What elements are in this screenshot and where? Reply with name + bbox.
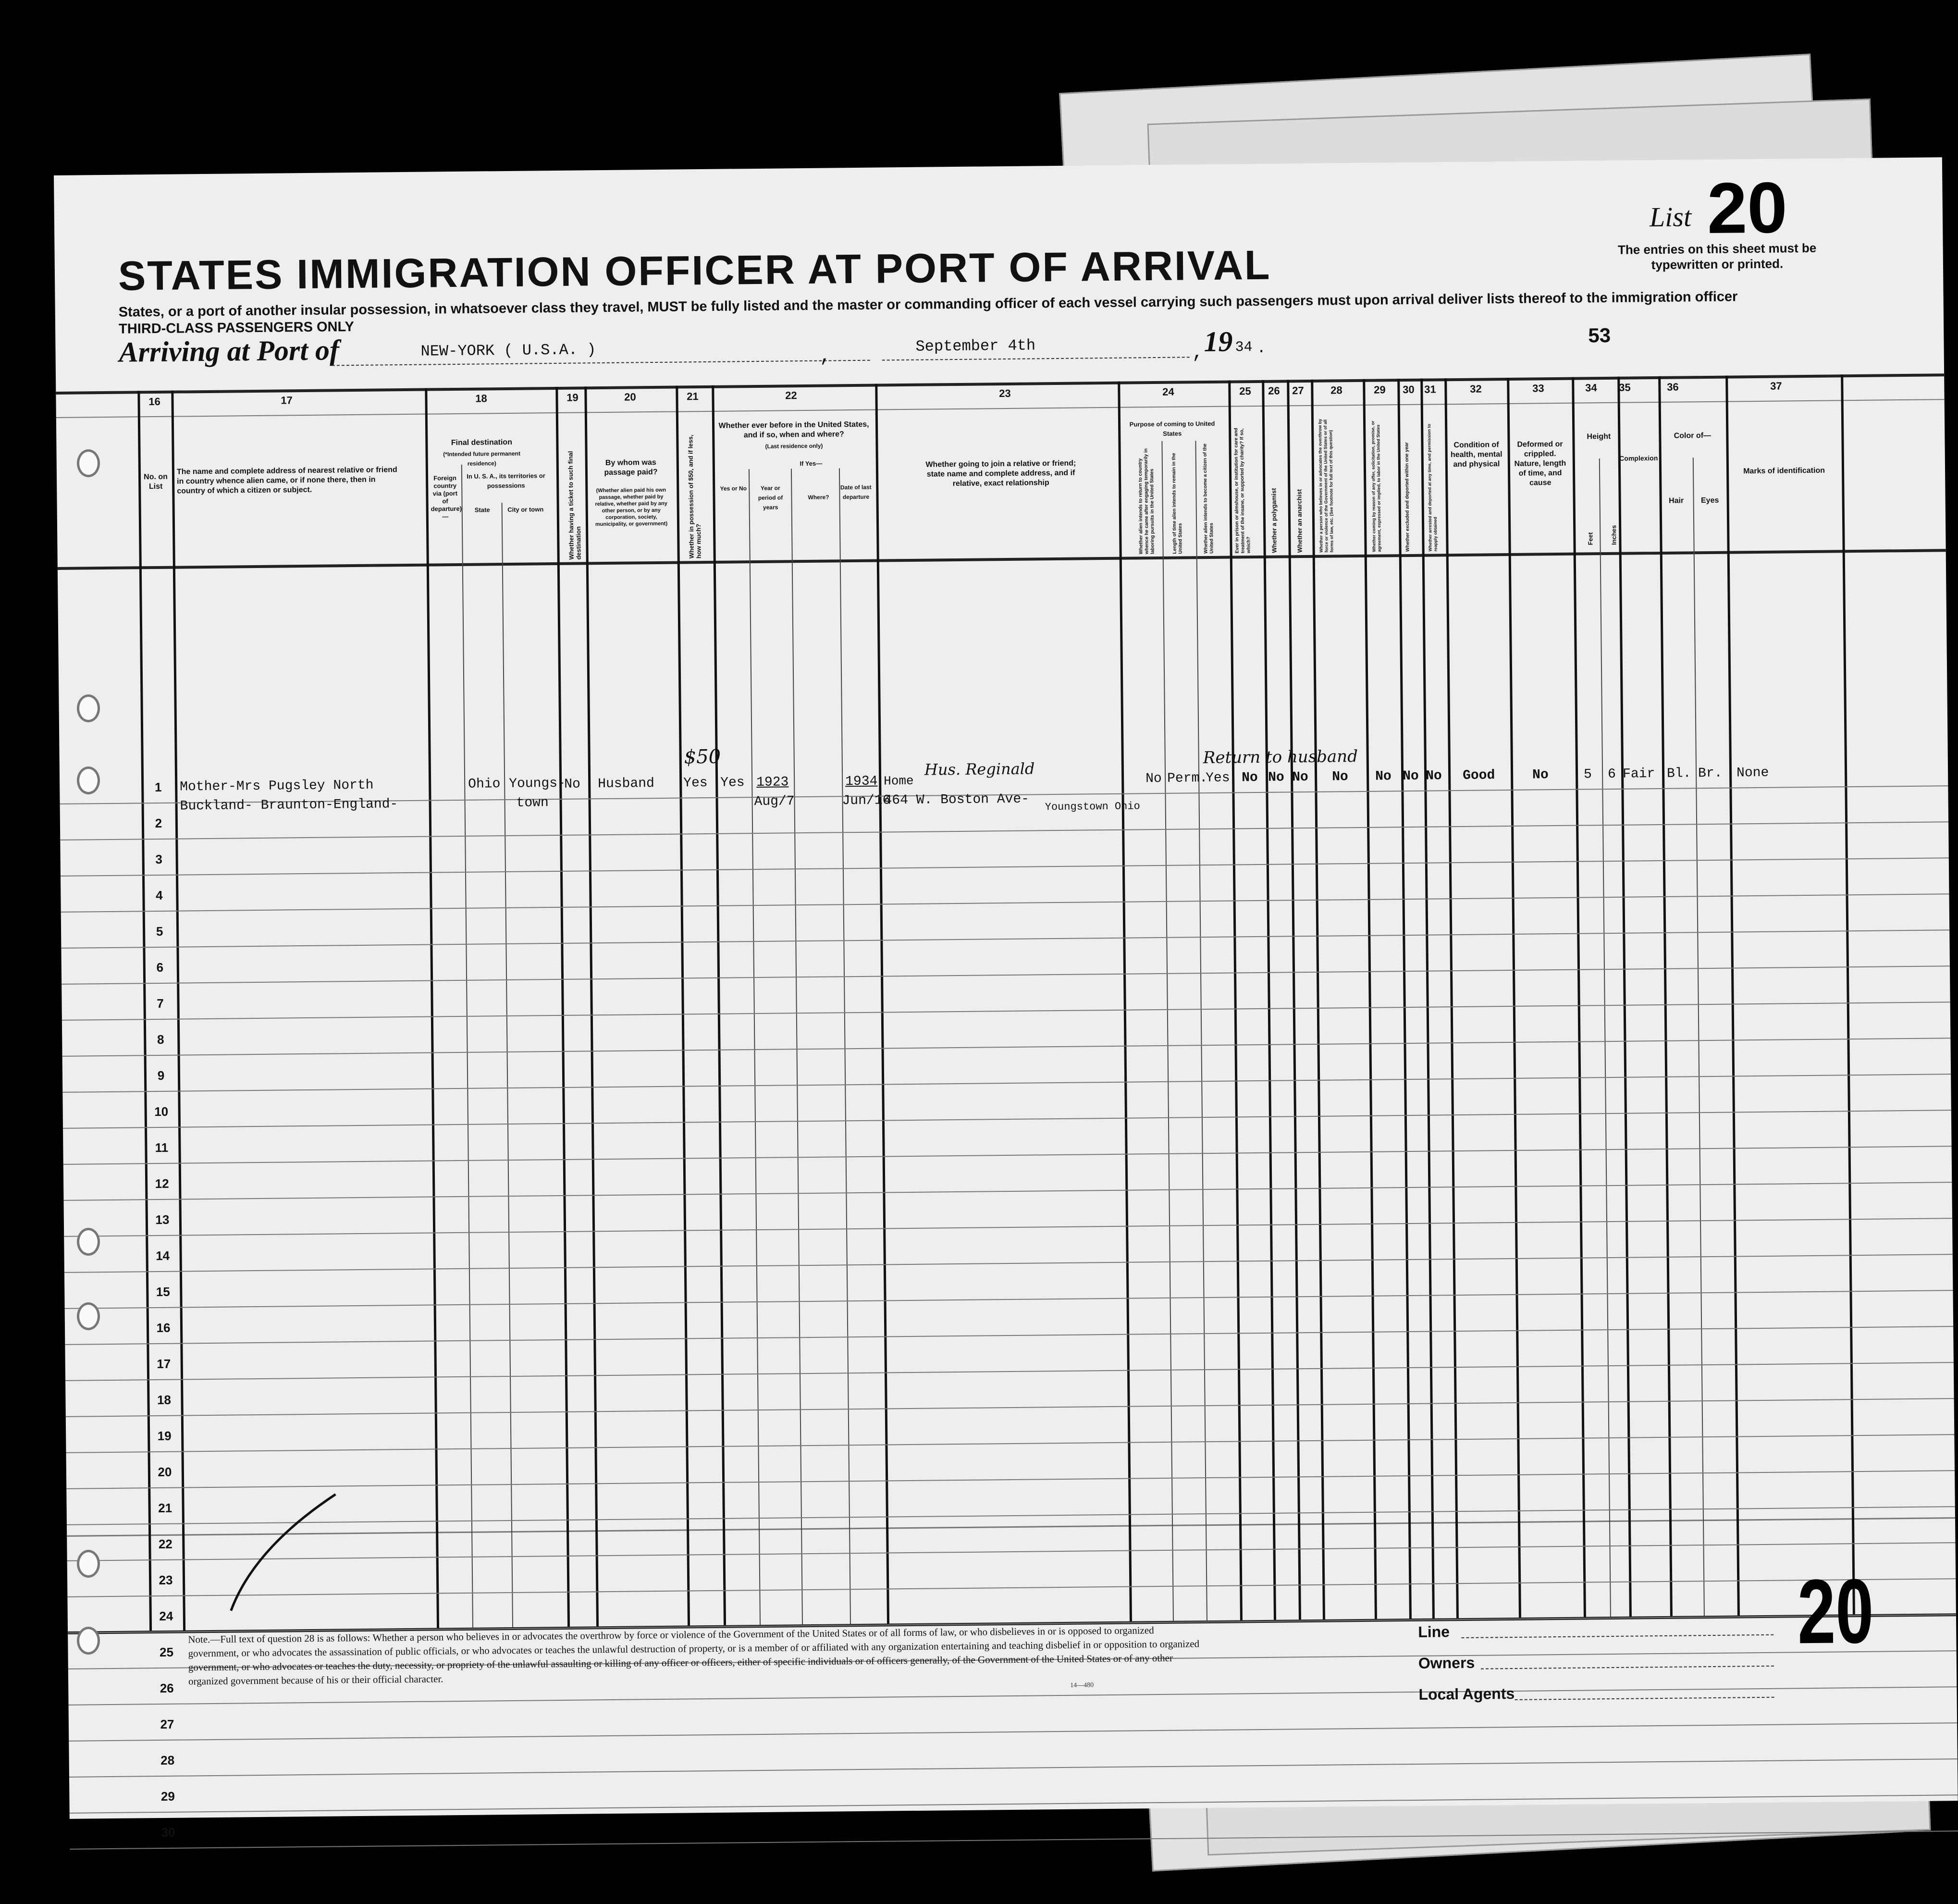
labor-offer-value: No xyxy=(1375,769,1392,784)
row-rule xyxy=(63,1182,1952,1201)
header-ever-before-sub: (Last residence only) xyxy=(765,442,823,450)
join-line-1: Home xyxy=(884,773,914,789)
hair-value: Bl. xyxy=(1666,766,1691,781)
header-date-last-departure: Date of last departure xyxy=(840,483,872,501)
row-number: 18 xyxy=(157,1392,172,1408)
row-number: 12 xyxy=(155,1176,169,1191)
grid-column xyxy=(1420,379,1435,1619)
relative-line-2: Buckland- Braunton-England- xyxy=(180,797,398,814)
grid-column xyxy=(461,465,473,1628)
column-number: 18 xyxy=(475,392,487,405)
column-number: 29 xyxy=(1374,383,1386,396)
header-labor-offer: Whether coming by reason of any offer, solicitation, promise, or agreement, expressed or implied, to labor in the United States xyxy=(1370,420,1382,552)
grid-column xyxy=(749,469,761,1625)
row-rule xyxy=(69,1686,1957,1706)
grid-column xyxy=(1287,380,1301,1620)
header-year-period: Year or period of years xyxy=(758,484,783,511)
handwritten-purpose: Return to husband xyxy=(1203,747,1358,768)
column-number: 25 xyxy=(1239,385,1251,397)
date-underline xyxy=(882,357,1190,360)
grid-column xyxy=(1363,379,1377,1619)
row-rule xyxy=(69,1722,1957,1742)
destination-city-2: town xyxy=(516,795,549,811)
page-number: 53 xyxy=(1588,323,1611,347)
row-rule xyxy=(62,1074,1951,1093)
header-become-citizen: Whether alien intends to become a citizen of the United States xyxy=(1202,444,1215,554)
deported-value: No xyxy=(1425,768,1442,784)
owners-underline xyxy=(1481,1666,1774,1669)
binder-hole xyxy=(77,1228,100,1256)
owners-label: Owners xyxy=(1418,1654,1475,1672)
row-number: 22 xyxy=(158,1536,172,1552)
destination-city-1: Youngs- xyxy=(509,776,566,791)
row-number: 10 xyxy=(154,1104,169,1119)
grid-column xyxy=(791,469,803,1624)
grid-rule xyxy=(58,549,1946,570)
row-rule xyxy=(67,1578,1956,1597)
header-state: State xyxy=(474,506,490,514)
row-rule xyxy=(67,1542,1956,1561)
row-rule xyxy=(62,965,1950,985)
row-number: 29 xyxy=(160,1789,175,1804)
year-period: . xyxy=(1256,339,1266,357)
row-number: 13 xyxy=(155,1212,170,1227)
grid-column xyxy=(1599,458,1611,1617)
row-rule xyxy=(66,1470,1955,1489)
header-foreign-country: Foreign country via (port of departure)— xyxy=(431,474,462,520)
list-number: 20 xyxy=(1707,167,1788,248)
line-underline xyxy=(1461,1634,1773,1638)
row-number: 17 xyxy=(157,1356,171,1372)
header-anarchist: Whether an anarchist xyxy=(1295,489,1304,553)
column-number: 30 xyxy=(1403,383,1415,396)
grid-column xyxy=(676,386,690,1626)
grid-column xyxy=(1841,374,1855,1614)
row-number: 1 xyxy=(154,779,162,795)
row-number: 8 xyxy=(157,1032,164,1047)
intends-return-value: No xyxy=(1145,771,1162,787)
grid-column xyxy=(1507,378,1521,1618)
grid-rule xyxy=(56,399,1945,418)
grid-column xyxy=(1444,378,1459,1618)
header-final-destination: Final destination xyxy=(451,438,513,447)
header-ticket: Whether having a ticket to such final destination xyxy=(566,451,582,560)
column-number: 35 xyxy=(1619,381,1631,394)
local-agents-label: Local Agents xyxy=(1418,1684,1515,1703)
grid xyxy=(54,157,1942,175)
years-line-1: 1923 xyxy=(756,775,789,791)
form-title: STATES IMMIGRATION OFFICER AT PORT OF ARRIVAL xyxy=(118,242,1271,299)
row-rule xyxy=(64,1218,1952,1237)
row-number: 19 xyxy=(157,1428,172,1444)
binder-hole xyxy=(77,767,100,794)
destination-state: Ohio xyxy=(468,777,501,792)
grid-column xyxy=(584,386,599,1626)
handwritten-husband: Hus. Reginald xyxy=(924,759,1035,779)
row-number: 5 xyxy=(156,924,163,939)
handwritten-50: $50 xyxy=(684,745,721,768)
column-number: 33 xyxy=(1532,382,1544,395)
column-number: 36 xyxy=(1667,381,1679,393)
header-possession-50: Whether in possession of $50, and if less, how much? xyxy=(687,434,702,559)
row-rule xyxy=(64,1254,1953,1273)
header-where: Where? xyxy=(808,494,829,501)
column-number: 17 xyxy=(281,394,293,407)
header-excluded: Whether excluded and deported within one year xyxy=(1404,442,1411,552)
grid-column xyxy=(1725,376,1740,1616)
last-departure-line-1: 1934 xyxy=(845,774,878,790)
grid-column xyxy=(1658,376,1673,1616)
row-rule xyxy=(63,1110,1951,1129)
arriving-label: Arriving at Port of xyxy=(119,334,340,368)
row-number: 28 xyxy=(160,1753,175,1768)
header-if-yes: If Yes— xyxy=(800,459,823,468)
grid-column xyxy=(1118,382,1132,1621)
been-before-value: Yes xyxy=(720,775,745,791)
row-number: 23 xyxy=(159,1572,173,1588)
column-number: 34 xyxy=(1585,382,1597,394)
header-ever-before: Whether ever before in the United States, and if so, when and where? xyxy=(718,420,869,440)
header-prison: Ever in prison or almshouse, or institution for care and treatment of the insane, or supported by charity? If so, which? xyxy=(1233,428,1252,554)
port-underline xyxy=(332,360,870,366)
header-eyes: Eyes xyxy=(1700,496,1719,505)
grid-column xyxy=(1311,380,1325,1620)
line-label: Line xyxy=(1418,1623,1450,1641)
row-number: 6 xyxy=(156,960,164,975)
row-rule xyxy=(62,1038,1951,1057)
row-number: 14 xyxy=(155,1248,170,1263)
grid-rule xyxy=(67,1517,1955,1537)
column-number: 19 xyxy=(566,391,579,404)
passage-paid-value: Husband xyxy=(598,776,654,792)
height-inches-value: 6 xyxy=(1607,767,1616,782)
grid-column xyxy=(1228,381,1243,1620)
manifest-sheet xyxy=(54,157,1958,1840)
relative-line-1: Mother-Mrs Pugsley North xyxy=(180,778,374,795)
comma: , xyxy=(1192,342,1204,364)
header-purpose: Purpose of coming to United States xyxy=(1129,420,1215,437)
row-number: 2 xyxy=(155,816,162,831)
column-number: 23 xyxy=(999,387,1011,400)
header-color-of: Color of— xyxy=(1674,431,1712,440)
pen-stroke xyxy=(225,1489,341,1615)
row-rule xyxy=(60,821,1948,841)
row-number: 9 xyxy=(157,1068,165,1083)
row-number: 16 xyxy=(156,1320,171,1335)
row-rule xyxy=(69,1758,1958,1778)
year-prefix: 19 xyxy=(1204,325,1233,358)
last-departure-line-2: Jun/16 xyxy=(842,793,891,809)
grid-column xyxy=(502,503,513,1627)
row-number: 20 xyxy=(158,1464,172,1480)
column-number: 37 xyxy=(1770,380,1782,392)
row-rule xyxy=(65,1362,1954,1381)
grid-column xyxy=(1195,441,1207,1620)
row-number: 7 xyxy=(157,996,164,1011)
row-rule xyxy=(66,1398,1954,1417)
binder-hole xyxy=(77,694,100,722)
comma: , xyxy=(819,346,831,368)
header-yes-no: Yes or No xyxy=(720,485,747,492)
row-number: 25 xyxy=(159,1644,174,1660)
grid-column xyxy=(1572,377,1586,1617)
header-length-stay: Length of time alien intends to remain in the United States xyxy=(1171,453,1183,554)
binder-hole xyxy=(77,1550,100,1578)
grid-column xyxy=(875,384,889,1624)
header-health: Condition of health, mental and physical xyxy=(1450,441,1502,469)
row-rule xyxy=(63,1146,1952,1165)
header-no-on-list: No. on List xyxy=(144,472,168,491)
grid-column xyxy=(555,387,570,1627)
header-hair: Hair xyxy=(1669,496,1684,505)
row-rule xyxy=(61,929,1949,949)
binder-hole xyxy=(77,1302,100,1330)
binder-hole xyxy=(77,449,100,477)
column-number: 16 xyxy=(148,395,160,408)
footnote-question-28: Note.—Full text of question 28 is as follows: Whether a person who believes in or advocates the overthrow by force or violence of the Government of the United States or of all forms of law, or who disbelieves in or is opposed to organized government, or who advocates the assassination of public officials, or who advocates or teaches the unlawful destruction of property, or is a member of or affiliated with any organization entertaining and teaching disbelief in or opposition to organized government, or who advocates or teaches the duty, necessity, or propriety of the unlawful assaulting or killing of any officer or officers, either of specific individuals or of officers generally, of the Government of the United States or of any other organized government because of his or their official character. xyxy=(188,1624,1200,1687)
row-rule xyxy=(61,857,1949,877)
grid-column xyxy=(425,388,439,1628)
row-rule xyxy=(62,1001,1950,1021)
column-number: 24 xyxy=(1162,385,1174,398)
header-feet: Feet xyxy=(1587,532,1594,545)
height-feet-value: 5 xyxy=(1583,767,1592,782)
join-line-3: Youngstown Ohio xyxy=(1045,800,1140,814)
row-rule xyxy=(61,893,1949,913)
health-value: Good xyxy=(1462,768,1495,783)
list-label: List xyxy=(1649,201,1692,233)
anarchist-value: No xyxy=(1292,769,1308,785)
entries-note: The entries on this sheet must be typewritten or printed. xyxy=(1617,240,1817,272)
row-number: 11 xyxy=(155,1140,169,1155)
header-complexion: Complexion xyxy=(1619,454,1658,462)
row-number: 3 xyxy=(155,852,163,867)
header-final-destination-sub: (*Intended future permanent residence) xyxy=(443,450,521,467)
become-citizen-value: Yes xyxy=(1206,770,1230,786)
possession-50-value: Yes xyxy=(683,775,708,791)
form-number: 14—480 xyxy=(1070,1681,1094,1689)
prison-value: No xyxy=(1242,770,1258,786)
row-rule xyxy=(65,1290,1953,1309)
row-number: 26 xyxy=(160,1681,174,1696)
header-intends-return: Whether alien intends to return to country whence he came after engaging temporarily in laboring pursuits in the United States xyxy=(1137,448,1156,555)
column-number: 32 xyxy=(1470,383,1482,395)
column-number: 28 xyxy=(1330,384,1342,396)
grid-column xyxy=(1161,441,1174,1621)
complexion-value: Fair xyxy=(1622,767,1655,782)
column-number: 26 xyxy=(1268,384,1280,397)
passenger-class: THIRD-CLASS PASSENGERS ONLY xyxy=(118,319,355,337)
port-value: NEW-YORK ( U.S.A. ) xyxy=(420,341,596,360)
header-passage-paid: By whom was passage paid? xyxy=(604,458,658,477)
row-rule xyxy=(66,1434,1955,1453)
eyes-value: Br. xyxy=(1698,766,1723,781)
polygamist-value: No xyxy=(1268,770,1284,785)
column-number: 22 xyxy=(785,389,797,402)
row-rules xyxy=(54,157,1942,175)
deformed-value: No xyxy=(1532,767,1549,783)
row-number: 30 xyxy=(161,1825,175,1840)
header-join-relative: Whether going to join a relative or friend; state name and complete address, and if relative, exact relationship xyxy=(925,459,1076,488)
header-nearest-relative: The name and complete address of nearest relative or friend in country whence alien came, or if none there, then in country of which a citizen or subject. xyxy=(176,466,397,495)
row-number: 27 xyxy=(160,1717,174,1732)
column-number: 21 xyxy=(687,390,699,403)
header-deformed: Deformed or crippled. Nature, length of time, and cause xyxy=(1514,440,1566,487)
binder-hole xyxy=(77,1627,100,1655)
row-number: 24 xyxy=(159,1608,173,1624)
header-polygamist: Whether a polygamist xyxy=(1270,488,1278,553)
agents-underline xyxy=(1515,1697,1774,1700)
years-line-2: Aug/7 xyxy=(754,794,795,810)
ticket-value: No xyxy=(564,777,580,792)
grid-column xyxy=(839,468,851,1624)
grid-column xyxy=(712,385,726,1625)
row-number: 4 xyxy=(156,888,163,903)
date-value: September 4th xyxy=(915,336,1036,356)
column-number: 20 xyxy=(624,391,636,403)
header-in-usa: In U. S. A., its territories or possessions xyxy=(467,472,545,490)
column-number: 31 xyxy=(1424,383,1436,396)
question-28-value: No xyxy=(1331,769,1348,785)
excluded-value: No xyxy=(1402,768,1419,784)
marks-value: None xyxy=(1736,765,1769,781)
column-number: 27 xyxy=(1292,384,1304,397)
grid-column xyxy=(1617,377,1632,1617)
header-inches: Inches xyxy=(1610,525,1618,545)
length-stay-value: Perm. xyxy=(1167,771,1208,786)
grid-column xyxy=(1397,379,1412,1619)
header-city: City or town xyxy=(507,506,544,513)
header-marks: Marks of identification xyxy=(1743,466,1825,476)
grid-column xyxy=(1262,380,1276,1620)
row-number: 21 xyxy=(158,1500,172,1516)
form-subtitle: States, or a port of another insular possession, in whatsoever class they travel, MUST be fully listed and the master or commanding officer of each vessel carrying such passengers must upon arrival deliver lists thereof to the immigration officer xyxy=(118,289,1738,320)
header-passage-paid-sub: (Whether alien paid his own passage, whether paid by relative, whether paid by any other person, or by any corporation, society, municipality, or government) xyxy=(595,487,668,528)
header-question-28: Whether a person who believes in or advocates the overthrow by force or violence of the Government of the United States or of all forms of law, etc. (See footnote for full text of this question) xyxy=(1317,419,1334,553)
row-rule xyxy=(67,1506,1955,1525)
header-height: Height xyxy=(1587,432,1611,441)
header-deported: Whether arrested and deported at any time, and permission to reapply obtained xyxy=(1427,423,1438,552)
join-line-2: 464 W. Boston Ave- xyxy=(884,791,1030,808)
row-rule xyxy=(65,1326,1953,1345)
sheet-number: 20 xyxy=(1797,1560,1874,1663)
row-number: 15 xyxy=(156,1284,170,1299)
grid-column xyxy=(1693,457,1705,1616)
year-suffix: 34 xyxy=(1235,339,1253,356)
